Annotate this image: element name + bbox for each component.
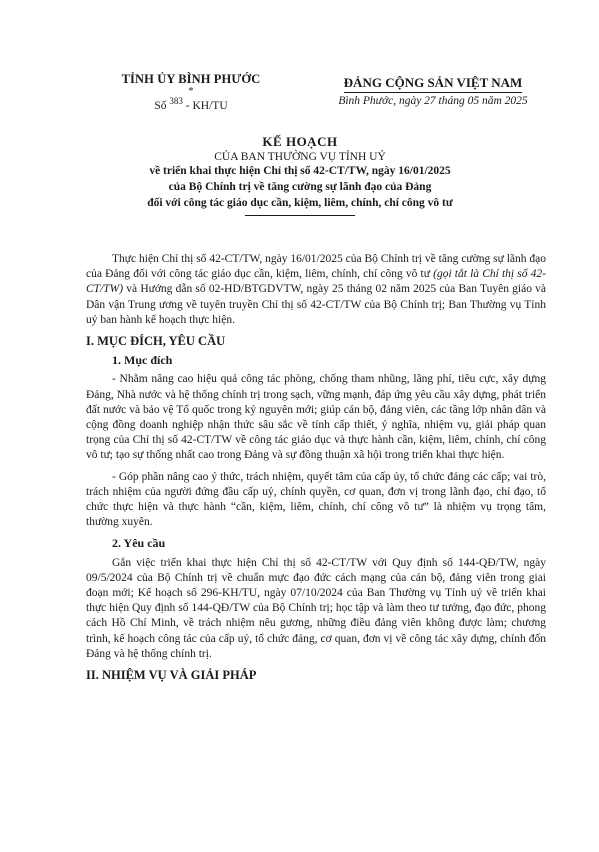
document-number: [86, 96, 296, 112]
party-block: [318, 74, 548, 107]
document-type: KẾ HOẠCH: [262, 134, 338, 149]
subject-line-1: về triển khai thực hiện Chỉ thị số 42-CT/TW, ngày 16/01/2025: [149, 165, 451, 177]
section-1-heading: I. MỤC ĐÍCH, YÊU CẦU: [86, 334, 226, 349]
star-mark: *: [188, 86, 194, 97]
issuing-org-block: [86, 72, 296, 112]
intro-paragraph: [86, 252, 546, 328]
subject-line-3: đối với công tác giáo dục cần, kiệm, liêm, chính, chí công vô tư: [147, 197, 453, 209]
issuer: CỦA BAN THƯỜNG VỤ TỈNH UỶ: [214, 151, 386, 163]
document-body: [86, 252, 546, 687]
doc-number-suffix: - KH/TU: [185, 99, 228, 112]
purpose-paragraph-2: - Góp phần nâng cao ý thức, trách nhiệm, quyết tâm của cấp ủy, tổ chức đảng các cấp; vai trò, trách nhiệm của người đứng đầu cấp uỷ, chính quyền, cơ quan, đơn vị trong lãnh đạo, chỉ đạo, tổ chức thực hiện và thực hành “cần, kiệm, liêm, chính, chí công vô tư” là nhiệm vụ trọng tâm, thường xuyên.: [86, 470, 546, 529]
section-1-1-heading: 1. Mục đích: [112, 353, 173, 368]
purpose-paragraph-1: - Nhằm nâng cao hiệu quả công tác phòng, chống tham nhũng, lãng phí, tiêu cực, xây dựng Đảng, Nhà nước và hệ thống chính trị trong sạch, vững mạnh, đáp ứng yêu cầu xây dựng, phát triển đất nước và bảo vệ Tổ quốc trong kỷ nguyên mới; giúp cán bộ, đảng viên, các tầng lớp nhân dân và cộng đồng doanh nghiệp nhận thức sâu sắc về tính cấp thiết, ý nghĩa, nhiệm vụ, giải pháp quan trọng của Chỉ thị số 42-CT/TW về công tác giáo dục và thực hành cần, kiệm, liêm, chính, chí công vô tư; tạo sự thống nhất cao trong Đảng và sự đồng thuận xã hội trong triển khai thực hiện.: [86, 373, 546, 462]
place-date: Bình Phước, ngày 27 tháng 05 năm 2025: [338, 95, 528, 107]
intro-text-1: Thực hiện Chỉ thị số 42-CT/TW, ngày 16/01/2025 của Bộ Chính trị về tăng cường sự lãnh đạo của Đảng đối với công tác giáo dục cần, kiệm, liêm, chính, chí công vô tư: [86, 253, 546, 281]
doc-number-value: 383: [169, 96, 183, 106]
title-divider: [245, 215, 355, 216]
intro-italic-note: (gọi tắt là Chỉ thị số 42-CT/TW): [86, 268, 546, 296]
intro-text-2: và Hướng dẫn số 02-HD/BTGDVTW, ngày 25 tháng 02 năm 2025 của Ban Tuyên giáo và Dân vận Trung ương về tuyên truyền Chỉ thị số 42-CT/TW của Bộ Chính trị; Ban Thường vụ Tỉnh uỷ ban hành kế hoạch thực hiện.: [86, 283, 546, 326]
party-name: ĐẢNG CỘNG SẢN VIỆT NAM: [344, 75, 523, 93]
doc-number-prefix: Số: [154, 99, 167, 112]
section-2-heading: II. NHIỆM VỤ VÀ GIẢI PHÁP: [86, 668, 257, 683]
title-block: [60, 134, 540, 216]
issuing-org: TỈNH ỦY BÌNH PHƯỚC: [121, 72, 261, 86]
subject-line-2: của Bộ Chính trị về tăng cường sự lãnh đạo của Đảng: [168, 181, 432, 193]
section-1-2-heading: 2. Yêu cầu: [112, 536, 166, 551]
requirement-paragraph: Gắn việc triển khai thực hiện Chỉ thị số 42-CT/TW với Quy định số 144-QĐ/TW, ngày 09/5/2024 của Bộ Chính trị về chuẩn mực đạo đức cách mạng của cán bộ, đảng viên trong giai đoạn mới; Kế hoạch số 296-KH/TU, ngày 07/10/2024 của Ban Thường vụ Tỉnh uỷ về triển khai thực hiện Quy định số 144-QĐ/TW của Bộ Chính trị; học tập và làm theo tư tưởng, đạo đức, phong cách Hồ Chí Minh, về trách nhiệm nêu gương, những điều đảng viên không được làm; chương trình, kế hoạch công tác của cấp uỷ, tổ chức đảng, cơ quan, đơn vị về công tác xây dựng, chỉnh đốn Đảng và hệ thống chính trị.: [86, 556, 546, 660]
